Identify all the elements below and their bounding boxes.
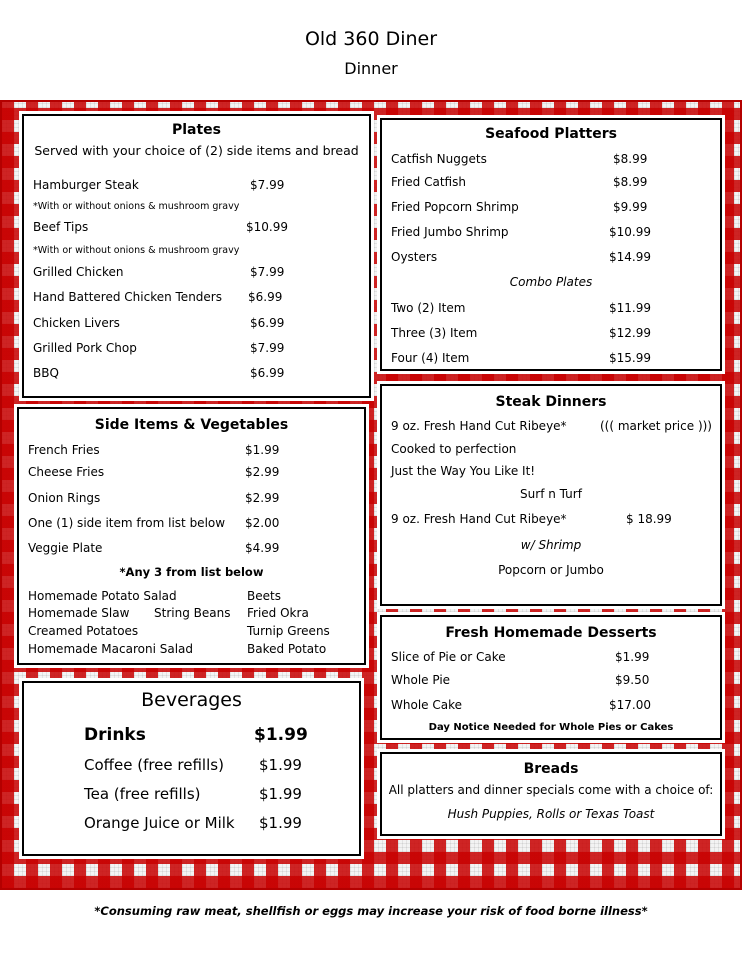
surf-n-turf: Surf n Turf xyxy=(520,487,582,501)
dessert-item-name: Whole Cake xyxy=(391,698,462,712)
breads-panel xyxy=(380,752,722,836)
seafood-item-name: Oysters xyxy=(391,250,438,264)
steak-line: Cooked to perfection xyxy=(391,442,517,456)
combo-item-price: $11.99 xyxy=(609,301,651,315)
combo-item-price: $12.99 xyxy=(609,326,651,340)
combo-label: Combo Plates xyxy=(509,275,593,289)
side-list-item: Beets xyxy=(247,589,281,603)
side-list-item: Turnip Greens xyxy=(247,624,330,638)
side-list-item: String Beans xyxy=(154,606,231,620)
plate-item-name: Grilled Pork Chop xyxy=(33,341,137,355)
beverages-title: Beverages xyxy=(141,689,242,711)
steak-panel xyxy=(380,384,722,606)
dessert-item-price: $1.99 xyxy=(615,650,650,664)
seafood-item-price: $9.99 xyxy=(613,200,648,214)
steak-popcorn: Popcorn or Jumbo xyxy=(498,563,604,577)
page-subtitle: Dinner xyxy=(344,59,398,78)
plate-item-name: Grilled Chicken xyxy=(33,265,124,279)
plate-item-name: Hamburger Steak xyxy=(33,178,139,192)
side-list-item: Homemade Potato Salad xyxy=(28,589,177,603)
steak-ribeye: 9 oz. Fresh Hand Cut Ribeye* xyxy=(391,419,567,433)
dessert-item-price: $9.50 xyxy=(615,673,650,687)
plates-panel xyxy=(22,114,371,398)
seafood-item-price: $8.99 xyxy=(613,175,648,189)
combo-item-name: Three (3) Item xyxy=(391,326,478,340)
beverage-name: Drinks xyxy=(84,725,146,745)
beverages-panel xyxy=(22,681,361,856)
footer-disclaimer: *Consuming raw meat, shellfish or eggs may increase your risk of food borne illness* xyxy=(94,904,648,918)
plates-subtitle: Served with your choice of (2) side items and bread xyxy=(34,143,359,158)
plate-item-name: Hand Battered Chicken Tenders xyxy=(33,290,222,304)
combo-item-name: Four (4) Item xyxy=(391,351,470,365)
plate-item-price: $6.99 xyxy=(248,290,283,304)
side-item-price: $2.99 xyxy=(245,465,280,479)
seafood-item-price: $10.99 xyxy=(609,225,651,239)
beverage-price: $1.99 xyxy=(259,756,302,774)
side-item-price: $2.00 xyxy=(245,516,280,530)
breads-line: All platters and dinner specials come with a choice of: xyxy=(388,783,714,797)
plate-item-price: $7.99 xyxy=(250,341,285,355)
seafood-title: Seafood Platters xyxy=(485,126,617,142)
seafood-item-price: $14.99 xyxy=(609,250,651,264)
plate-item-price: $6.99 xyxy=(250,316,285,330)
steak-line: Just the Way You Like It! xyxy=(391,464,536,478)
beverage-price: $1.99 xyxy=(259,814,302,832)
beverage-price: $1.99 xyxy=(259,785,302,803)
plates-title: Plates xyxy=(171,122,222,138)
sides-any-note: *Any 3 from list below xyxy=(119,565,264,579)
dessert-item-name: Slice of Pie or Cake xyxy=(391,650,506,664)
side-item-price: $2.99 xyxy=(245,491,280,505)
steak-price: $ 18.99 xyxy=(626,512,672,526)
seafood-item-name: Fried Catfish xyxy=(391,175,466,189)
side-item-name: Onion Rings xyxy=(28,491,101,505)
desserts-note: Day Notice Needed for Whole Pies or Cakes xyxy=(428,722,674,733)
combo-item-price: $15.99 xyxy=(609,351,651,365)
steak-market-price: ((( market price ))) xyxy=(600,419,712,433)
beverage-price: $1.99 xyxy=(254,725,308,745)
side-list-item: Homemade Macaroni Salad xyxy=(28,642,193,656)
seafood-item-name: Catfish Nuggets xyxy=(391,152,487,166)
desserts-title: Fresh Homemade Desserts xyxy=(445,625,657,641)
side-list-item: Homemade Slaw xyxy=(28,606,130,620)
plate-item-name: BBQ xyxy=(33,366,59,380)
side-list-item: Baked Potato xyxy=(247,642,327,656)
seafood-item-name: Fried Popcorn Shrimp xyxy=(391,200,519,214)
plate-item-note: *With or without onions & mushroom gravy xyxy=(33,201,240,212)
side-list-item: Fried Okra xyxy=(247,606,309,620)
plate-item-note: *With or without onions & mushroom gravy xyxy=(33,245,240,256)
page-title: Old 360 Diner xyxy=(304,28,438,50)
side-item-price: $1.99 xyxy=(245,443,280,457)
plate-item-price: $10.99 xyxy=(246,220,288,234)
side-item-name: French Fries xyxy=(28,443,100,457)
sides-title: Side Items & Vegetables xyxy=(94,417,289,433)
steak-shrimp: w/ Shrimp xyxy=(520,538,582,552)
breads-title: Breads xyxy=(523,761,579,777)
plate-item-price: $6.99 xyxy=(250,366,285,380)
beverage-name: Coffee (free refills) xyxy=(84,756,224,774)
side-item-name: One (1) side item from list below xyxy=(28,516,226,530)
plate-item-name: Chicken Livers xyxy=(33,316,120,330)
desserts-panel xyxy=(380,615,722,740)
breads-choices: Hush Puppies, Rolls or Texas Toast xyxy=(447,807,655,821)
combo-item-name: Two (2) Item xyxy=(391,301,466,315)
seafood-item-price: $8.99 xyxy=(613,152,648,166)
plate-item-price: $7.99 xyxy=(250,265,285,279)
side-list-item: Creamed Potatoes xyxy=(28,624,139,638)
plate-item-name: Beef Tips xyxy=(33,220,89,234)
sides-panel xyxy=(17,407,366,665)
dessert-item-name: Whole Pie xyxy=(391,673,451,687)
plate-item-price: $7.99 xyxy=(250,178,285,192)
dessert-item-price: $17.00 xyxy=(609,698,651,712)
side-item-price: $4.99 xyxy=(245,541,280,555)
steak-title: Steak Dinners xyxy=(495,394,607,410)
side-item-name: Cheese Fries xyxy=(28,465,105,479)
seafood-item-name: Fried Jumbo Shrimp xyxy=(391,225,509,239)
steak-ribeye: 9 oz. Fresh Hand Cut Ribeye* xyxy=(391,512,567,526)
beverage-name: Tea (free refills) xyxy=(84,785,201,803)
seafood-panel xyxy=(380,118,722,371)
side-item-name: Veggie Plate xyxy=(28,541,103,555)
beverage-name: Orange Juice or Milk xyxy=(84,814,235,832)
